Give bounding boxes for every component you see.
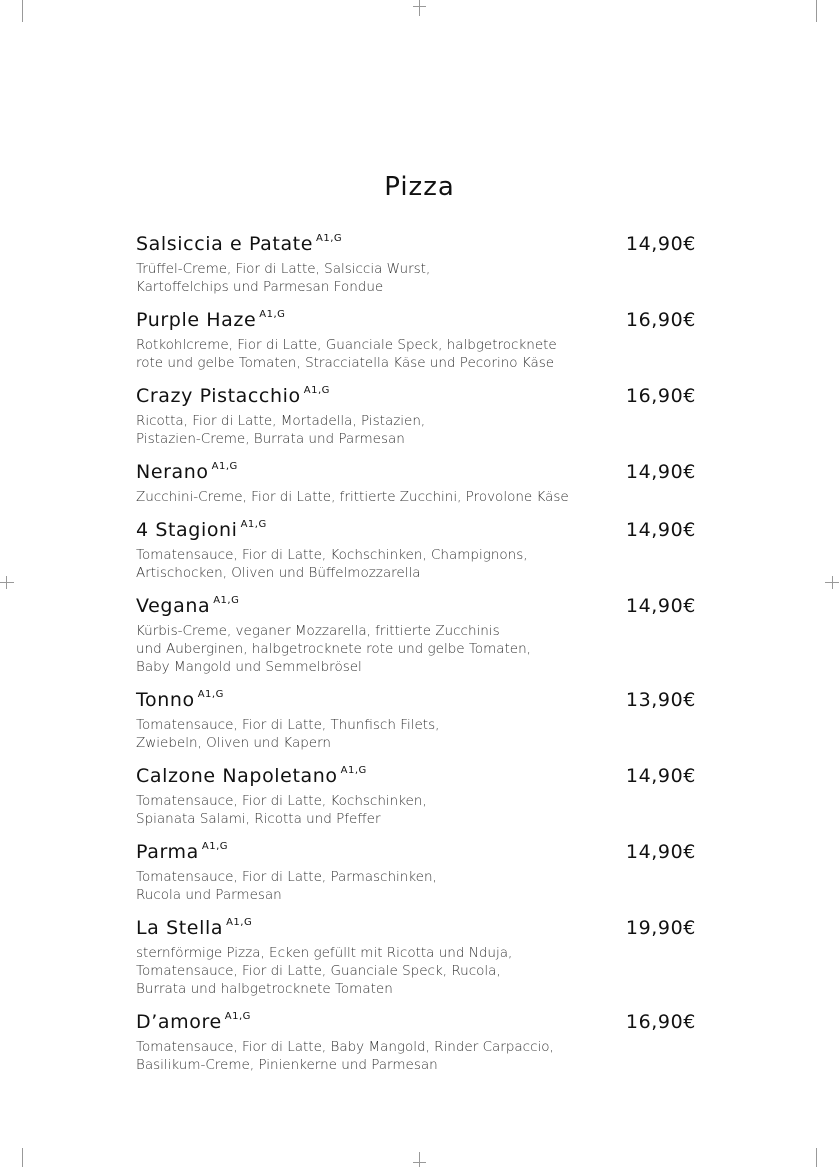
menu-item-price: 14,90€ [625,595,696,617]
menu-item [136,384,696,448]
crop-mark [0,582,14,583]
menu-item-name [136,460,696,488]
page-title: Pizza [384,172,455,202]
menu-item-description: Tomatensauce, Fior di Latte, Baby Mangold, Rinder Carpaccio, [136,1039,554,1055]
dish-name: 4 Stagioni [136,519,238,541]
dish-name: Nerano [136,461,209,483]
menu-item-description: rote und gelbe Tomaten, Stracciatella Käse und Pecorino Käse [136,355,555,371]
menu-item-name [136,840,696,868]
dish-name: Purple Haze [136,309,257,331]
menu-item-description: Burrata und halbgetrocknete Tomaten [136,981,393,997]
allergen-code: A1,G [201,841,229,852]
crop-mark [22,1148,23,1167]
menu-item [136,518,696,582]
allergen-code: A1,G [226,917,253,928]
dish-name: Salsiccia e Patate [136,233,314,255]
menu-item-description: Basilikum-Creme, Pinienkerne und Parmesan [136,1057,438,1073]
dish-name: Vegana [136,595,211,617]
menu-item-description: Zwiebeln, Oliven und Kapern [136,735,331,751]
menu-item-description: Trüffel-Creme, Fior di Latte, Salsiccia Wurst, [136,261,431,277]
pizza-menu-list [136,232,696,1086]
crop-mark [413,1162,426,1163]
crop-mark [6,576,7,589]
dish-name: Crazy Pistacchio [136,385,301,407]
crop-mark [816,1148,817,1167]
menu-item [136,688,696,752]
menu-item-name [136,688,696,716]
menu-item-description: Ricotta, Fior di Latte, Mortadella, Pistazien, [136,413,426,429]
menu-item-description: und Auberginen, halbgetrocknete rote und gelbe Tomaten, [136,641,531,657]
menu-item-description: Spianata Salami, Ricotta und Pfeffer [136,811,381,827]
crop-mark [816,0,817,22]
menu-item-price: 16,90€ [625,385,696,407]
menu-item-name [136,916,696,944]
menu-item [136,232,696,296]
allergen-code: A1,G [340,765,367,776]
menu-item-price: 14,90€ [625,461,696,483]
menu-item [136,916,696,998]
menu-item-description: Baby Mangold und Semmelbrösel [136,659,362,675]
menu-item-description: Tomatensauce, Fior di Latte, Parmaschinken, [136,869,437,885]
crop-mark [413,6,426,7]
dish-name: Parma [136,841,199,863]
menu-item-description: Zucchini-Creme, Fior di Latte, frittierte Zucchini, Provolone Käse [136,489,569,505]
allergen-code: A1,G [240,519,267,530]
menu-item-description: Tomatensauce, Fior di Latte, Thunfisch Filets, [136,717,440,733]
allergen-code: A1,G [211,461,238,472]
menu-item-description: Tomatensauce, Fior di Latte, Kochschinken, [136,793,427,809]
menu-item-description: Kartoffelchips und Parmesan Fondue [136,279,384,295]
menu-item [136,840,696,904]
menu-item-name [136,764,696,792]
menu-item-name [136,308,696,336]
menu-item-price: 14,90€ [625,841,696,863]
dish-name: La Stella [136,917,224,939]
crop-mark [419,0,420,16]
dish-name: Tonno [136,689,195,711]
menu-item-price: 16,90€ [625,1011,696,1033]
menu-item-price: 14,90€ [625,765,696,787]
menu-item-price: 14,90€ [625,519,696,541]
menu-item-name [136,384,696,412]
menu-item-description: Tomatensauce, Fior di Latte, Kochschinken, Champignons, [136,547,528,563]
crop-mark [419,1152,420,1167]
menu-item-price: 19,90€ [625,917,696,939]
menu-item-name [136,594,696,622]
menu-item-description: Rotkohlcreme, Fior di Latte, Guanciale Speck, halbgetrocknete [136,337,557,353]
menu-item-price: 13,90€ [625,689,696,711]
menu-item [136,460,696,506]
menu-item-price: 16,90€ [625,309,696,331]
menu-item [136,1010,696,1074]
crop-mark [22,0,23,22]
menu-item [136,594,696,676]
menu-item [136,308,696,372]
dish-name: Calzone Napoletano [136,765,338,787]
menu-item-price: 14,90€ [625,233,696,255]
menu-item-description: Rucola und Parmesan [136,887,282,903]
menu-item [136,764,696,828]
crop-mark [832,576,833,589]
allergen-code: A1,G [259,309,286,320]
menu-item-description: Tomatensauce, Fior di Latte, Guanciale Speck, Rucola, [136,963,501,979]
allergen-code: A1,G [224,1011,251,1022]
menu-item-description: Artischocken, Oliven und Büffelmozzarella [136,565,421,581]
allergen-code: A1,G [197,689,224,700]
allergen-code: A1,G [213,595,240,606]
menu-item-name [136,518,696,546]
menu-item-description: Kürbis-Creme, veganer Mozzarella, frittierte Zucchinis [136,623,500,639]
menu-item-description: sternförmige Pizza, Ecken gefüllt mit Ricotta und Nduja, [136,945,513,961]
dish-name: D’amore [136,1011,222,1033]
menu-item-name [136,232,696,260]
menu-item-description: Pistazien-Creme, Burrata und Parmesan [136,431,405,447]
allergen-code: A1,G [316,233,343,244]
allergen-code: A1,G [303,385,330,396]
menu-item-name [136,1010,696,1038]
